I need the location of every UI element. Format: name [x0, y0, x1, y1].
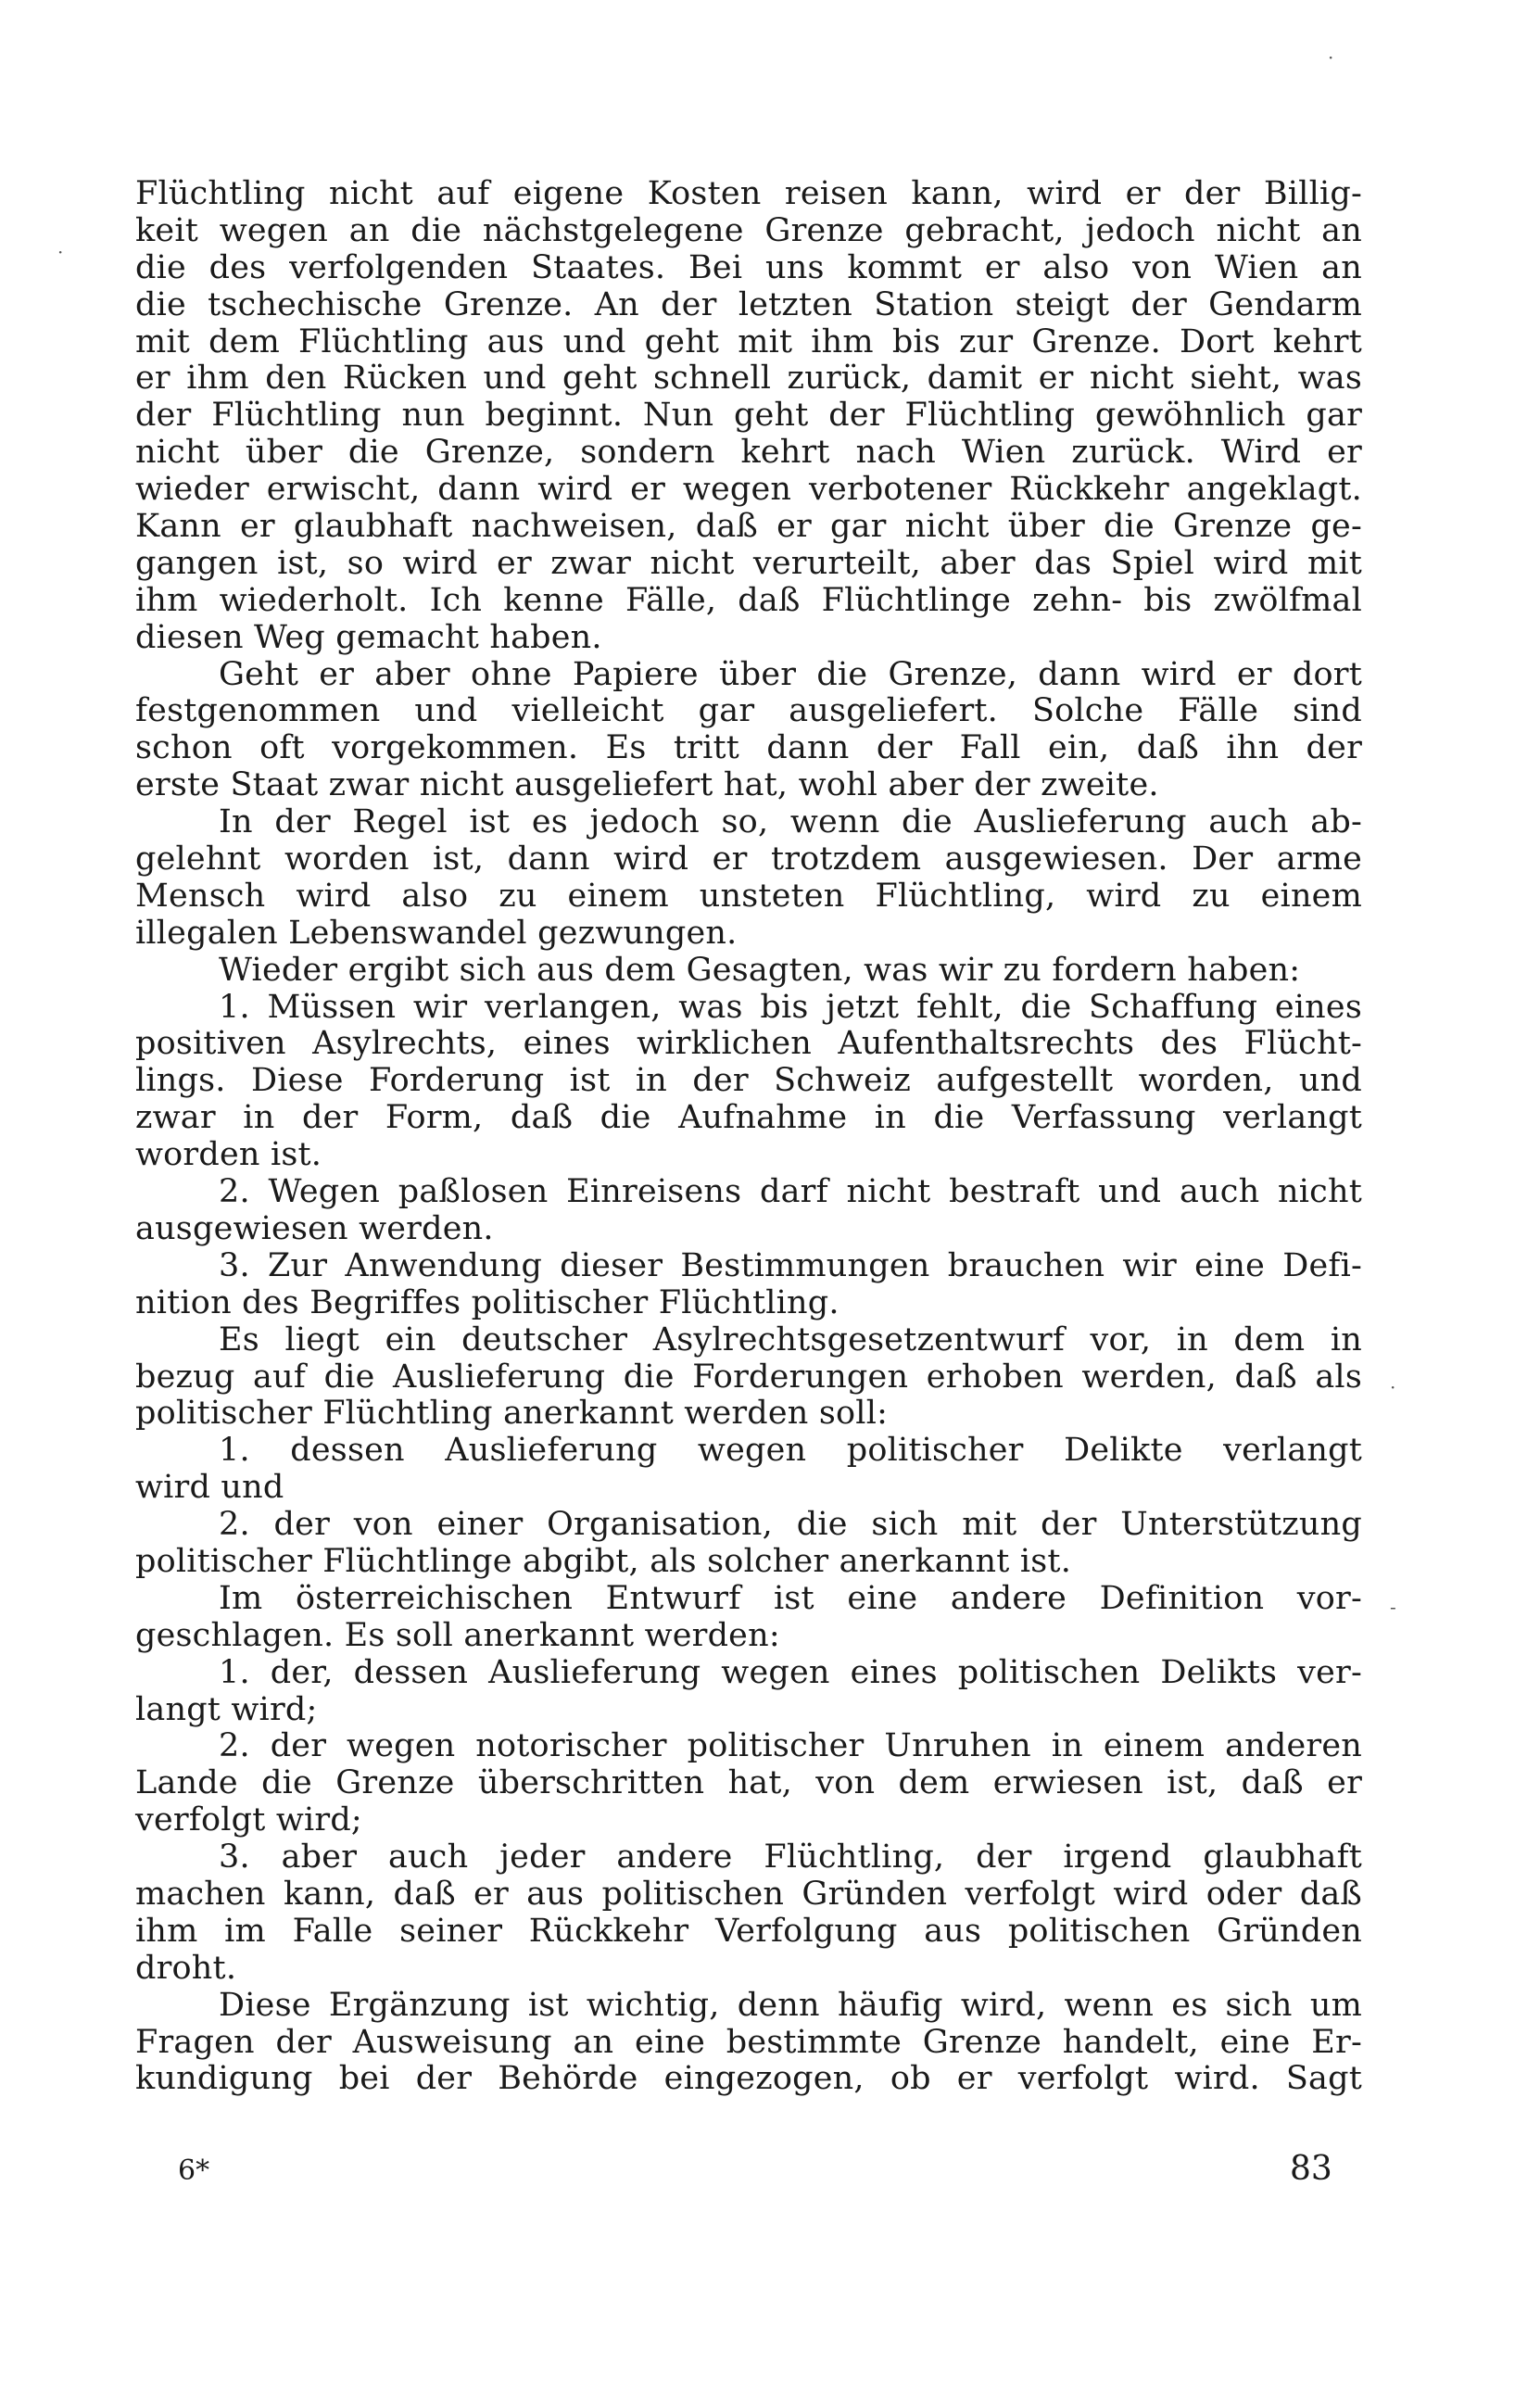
text-line: worden ist. [135, 1136, 322, 1174]
text-line: Es liegt ein deutscher Asylrechtsgesetzentwurf vor, in dem in [219, 1320, 1362, 1358]
text-line: Im österreichischen Entwurf ist eine andere Definition vor- [219, 1579, 1362, 1617]
text-line: nition des Begriffes politischer Flüchtling. [135, 1283, 839, 1321]
text-line: wieder erwischt, dann wird er wegen verbotener Rückkehr angeklagt. [135, 471, 1362, 509]
text-line: keit wegen an die nächstgelegene Grenze gebracht, jedoch nicht an [135, 211, 1362, 249]
text-line: Geht er aber ohne Papiere über die Grenze, dann wird er dort [219, 655, 1362, 693]
text-line: machen kann, daß er aus politischen Gründen verfolgt wird oder daß [135, 1875, 1362, 1913]
text-line: In der Regel ist es jedoch so, wenn die Auslieferung auch ab- [219, 803, 1362, 841]
text-line: ihm wiederholt. Ich kenne Fälle, daß Flüchtlinge zehn- bis zwölfmal [135, 581, 1362, 619]
text-line: die tschechische Grenze. An der letzten Station steigt der Gendarm [135, 285, 1362, 323]
text-line: ausgewiesen werden. [135, 1209, 494, 1247]
text-line: ihm im Falle seiner Rückkehr Verfolgung aus politischen Gründen [135, 1912, 1362, 1950]
text-line: positiven Asylrechts, eines wirklichen Aufenthaltsrechts des Flücht- [135, 1025, 1362, 1063]
text-line: zwar in der Form, daß die Aufnahme in die Verfassung verlangt [135, 1099, 1362, 1137]
text-line: verfolgt wird; [135, 1801, 362, 1839]
text-line: festgenommen und vielleicht gar ausgeliefert. Solche Fälle sind [135, 692, 1362, 730]
text-line: der Flüchtling nun beginnt. Nun geht der Flüchtling gewöhnlich gar [135, 397, 1362, 435]
text-line: 2. der wegen notorischer politischer Unruhen in einem anderen [219, 1727, 1362, 1765]
text-line: kundigung bei der Behörde eingezogen, ob er verfolgt wird. Sagt [135, 2060, 1362, 2098]
text-line: gelehnt worden ist, dann wird er trotzdem ausgewiesen. Der arme [135, 840, 1362, 878]
page-number: 83 [1290, 2150, 1332, 2188]
scan-speck-mark: · [1390, 1376, 1396, 1398]
printer-signature-mark: 6* [178, 2154, 210, 2187]
text-line: diesen Weg gemacht haben. [135, 618, 602, 656]
text-line: politischer Flüchtling anerkannt werden soll: [135, 1395, 889, 1433]
text-line: droht. [135, 1949, 237, 1987]
scan-speck-mark: - [1390, 1596, 1396, 1618]
text-line: mit dem Flüchtling aus und geht mit ihm bis zur Grenze. Dort kehrt [135, 322, 1362, 360]
text-line: langt wird; [135, 1690, 318, 1728]
text-line: schon oft vorgekommen. Es tritt dann der Fall ein, daß ihn der [135, 729, 1362, 767]
text-line: er ihm den Rücken und geht schnell zurück, damit er nicht sieht, was [135, 360, 1362, 398]
text-line: 2. der von einer Organisation, die sich mit der Unterstützung [219, 1506, 1362, 1544]
text-line: wird und [135, 1469, 284, 1507]
text-line: Flüchtling nicht auf eigene Kosten reisen kann, wird er der Billig- [135, 175, 1362, 212]
text-line: 2. Wegen paßlosen Einreisens darf nicht bestraft und auch nicht [219, 1173, 1362, 1211]
text-line: gangen ist, so wird er zwar nicht verurteilt, aber das Spiel wird mit [135, 544, 1362, 582]
text-line: 1. der, dessen Auslieferung wegen eines politischen Delikts ver- [219, 1653, 1362, 1691]
text-line: politischer Flüchtlinge abgibt, als solcher anerkannt ist. [135, 1542, 1072, 1580]
text-line: illegalen Lebenswandel gezwungen. [135, 914, 738, 952]
text-line: 1. dessen Auslieferung wegen politischer Delikte verlangt [219, 1432, 1362, 1470]
text-line: die des verfolgenden Staates. Bei uns kommt er also von Wien an [135, 248, 1362, 286]
text-line: Lande die Grenze überschritten hat, von dem erwiesen ist, daß er [135, 1764, 1362, 1802]
text-line: 3. Zur Anwendung dieser Bestimmungen brauchen wir eine Defi- [219, 1246, 1362, 1284]
body-text [135, 176, 1362, 2098]
text-line: Kann er glaubhaft nachweisen, daß er gar nicht über die Grenze ge- [135, 508, 1362, 546]
text-line: Diese Ergänzung ist wichtig, denn häufig wird, wenn es sich um [219, 1986, 1362, 2024]
text-line: Fragen der Ausweisung an eine bestimmte Grenze handelt, eine Er- [135, 2023, 1362, 2061]
text-line: nicht über die Grenze, sondern kehrt nach Wien zurück. Wird er [135, 434, 1362, 472]
text-line: lings. Diese Forderung ist in der Schweiz aufgestellt worden, und [135, 1062, 1362, 1100]
text-line: 1. Müssen wir verlangen, was bis jetzt fehlt, die Schaffung eines [219, 988, 1362, 1026]
text-line: geschlagen. Es soll anerkannt werden: [135, 1616, 780, 1654]
text-line: erste Staat zwar nicht ausgeliefert hat, wohl aber der zweite. [135, 766, 1159, 804]
text-line: bezug auf die Auslieferung die Forderungen erhoben werden, daß als [135, 1358, 1362, 1396]
text-line: 3. aber auch jeder andere Flüchtling, der irgend glaubhaft [219, 1838, 1362, 1876]
scan-speck-mark: · [1328, 46, 1334, 69]
text-line: Wieder ergibt sich aus dem Gesagten, was wir zu fordern haben: [219, 951, 1301, 989]
text-line: Mensch wird also zu einem unsteten Flüchtling, wird zu einem [135, 877, 1362, 915]
scan-speck-mark: · [57, 241, 64, 263]
